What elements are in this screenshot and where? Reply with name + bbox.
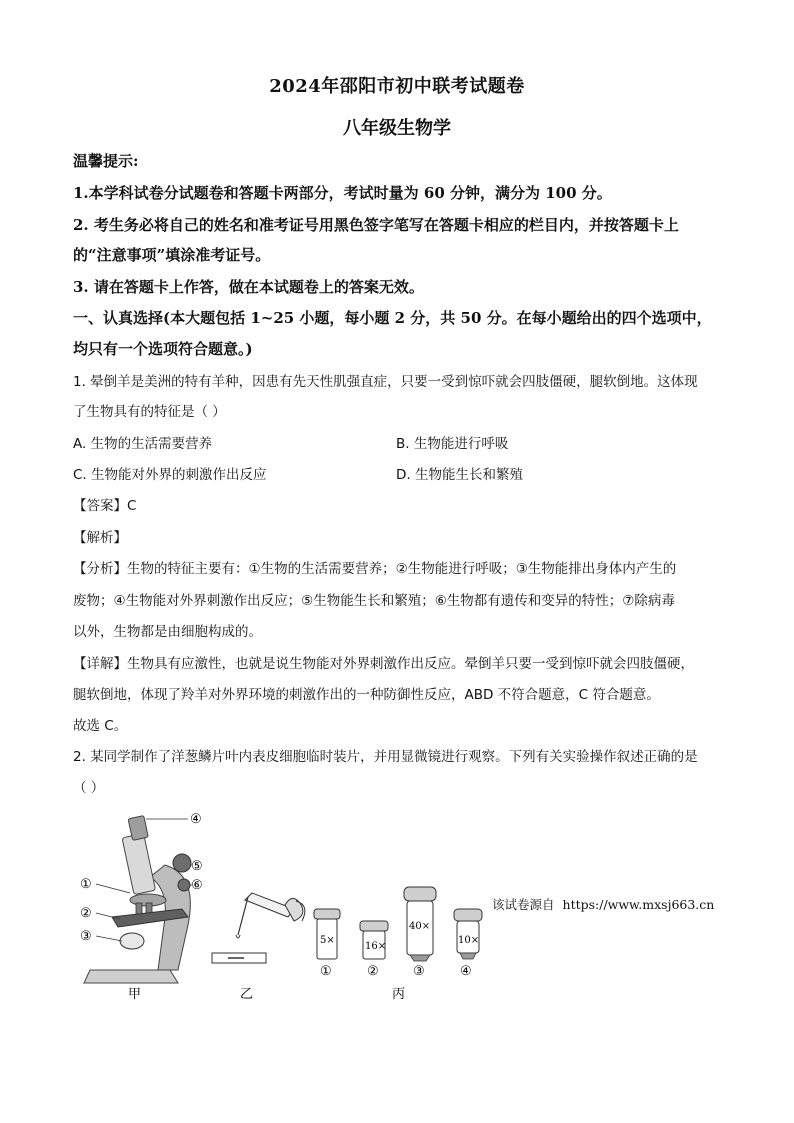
microscope-diagram [80,812,203,1002]
q1-fenxi-line-1: 【分析】生物的特征主要有：①生物的生活需要营养；②生物能进行呼吸；③生物能排出身体内产生的 [73,561,677,577]
microscope-label-3: ③ [80,929,92,944]
microscope-label-5: ⑤ [191,859,203,874]
panel-label-jia: 甲 [128,987,142,1002]
microscope-label-1: ① [80,877,92,892]
q1-fenxi-line-2: 废物；④生物能对外界刺激作出反应；⑤生物能生长和繁殖；⑥生物都有遗传和变异的特性；⑦除病毒 [73,593,675,609]
lens-2-number: ② [367,964,379,979]
q1-detail-line-2: 腿软倒地，体现了羚羊对外界环境的刺激作出的一种防御性反应，ABD 不符合题意，C 符合题意。 [73,687,660,703]
source-note [492,895,714,913]
q2-stem-line-2: （ ） [73,780,105,796]
section-heading-line-1: 一、认真选择(本大题包括 1~25 小题，每小题 2 分，共 50 分。在每小题给出的四个选项中， [73,309,712,327]
q1-stem-line-2: 了生物具有的特征是（ ） [73,404,226,420]
q1-fenxi-line-3: 以外，生物都是由细胞构成的。 [73,624,262,640]
section-heading-line-2: 均只有一个选项符合题意。) [73,340,253,358]
lens-1-mark: 5× [320,935,335,946]
source-url: https://www.mxsj663.cn [562,897,715,912]
lens-3-number: ③ [413,964,425,979]
q1-option-a: A. 生物的生活需要营养 [73,436,213,452]
q2-stem-line-1: 2. 某同学制作了洋葱鳞片叶内表皮细胞临时装片，并用显微镜进行观察。下列有关实验操作叙述正确的是 [73,749,698,765]
panel-label-bing: 丙 [392,987,406,1002]
q1-option-c: C. 生物能对外界的刺激作出反应 [73,467,267,483]
lens-4-mark: 10× [458,935,480,946]
lens-diagram [314,887,482,1002]
q1-answer: 【答案】C [73,498,137,514]
exam-subtitle: 八年级生物学 [343,118,451,139]
q1-option-d: D. 生物能生长和繁殖 [396,467,523,483]
panel-label-yi: 乙 [240,987,254,1002]
lens-2-mark: 16× [365,941,387,952]
lens-3 [404,887,436,979]
dropper-slide-diagram [212,893,305,1002]
lens-1 [314,909,340,979]
q1-conclusion: 故选 C。 [73,718,128,734]
lens-1-number: ① [320,964,332,979]
q1-detail-line-1: 【详解】生物具有应激性，也就是说生物能对外界刺激作出反应。晕倒羊只要一受到惊吓就会四肢僵硬， [73,656,694,672]
lens-4-number: ④ [460,964,472,979]
lens-3-mark: 40× [409,921,431,932]
tip-2-line-2: 的“注意事项”填涂准考证号。 [73,246,271,264]
microscope-label-4: ④ [190,812,202,827]
q1-option-b: B. 生物能进行呼吸 [396,436,509,452]
lens-4 [454,909,482,979]
lens-2 [360,921,388,979]
tip-3: 3. 请在答题卡上作答，做在本试题卷上的答案无效。 [73,278,424,296]
tips-heading: 温馨提示: [73,152,139,170]
q1-analysis-heading: 【解析】 [73,530,127,546]
tip-1: 1.本学科试卷分试题卷和答题卡两部分，考试时量为 60 分钟，满分为 100 分。 [73,184,612,202]
microscope-label-6: ⑥ [191,878,203,893]
exam-title: 2024年邵阳市初中联考试题卷 [269,76,525,97]
tip-2-line-1: 2. 考生务必将自己的姓名和准考证号用黑色签字笔写在答题卡相应的栏目内，并按答题卡上 [73,216,679,234]
microscope-label-2: ② [80,906,92,921]
source-text: 该试卷源自 [492,897,555,912]
q1-stem-line-1: 1. 晕倒羊是美洲的特有羊种，因患有先天性肌强直症，只要一受到惊吓就会四肢僵硬，腿软倒地。这体现 [73,374,698,390]
